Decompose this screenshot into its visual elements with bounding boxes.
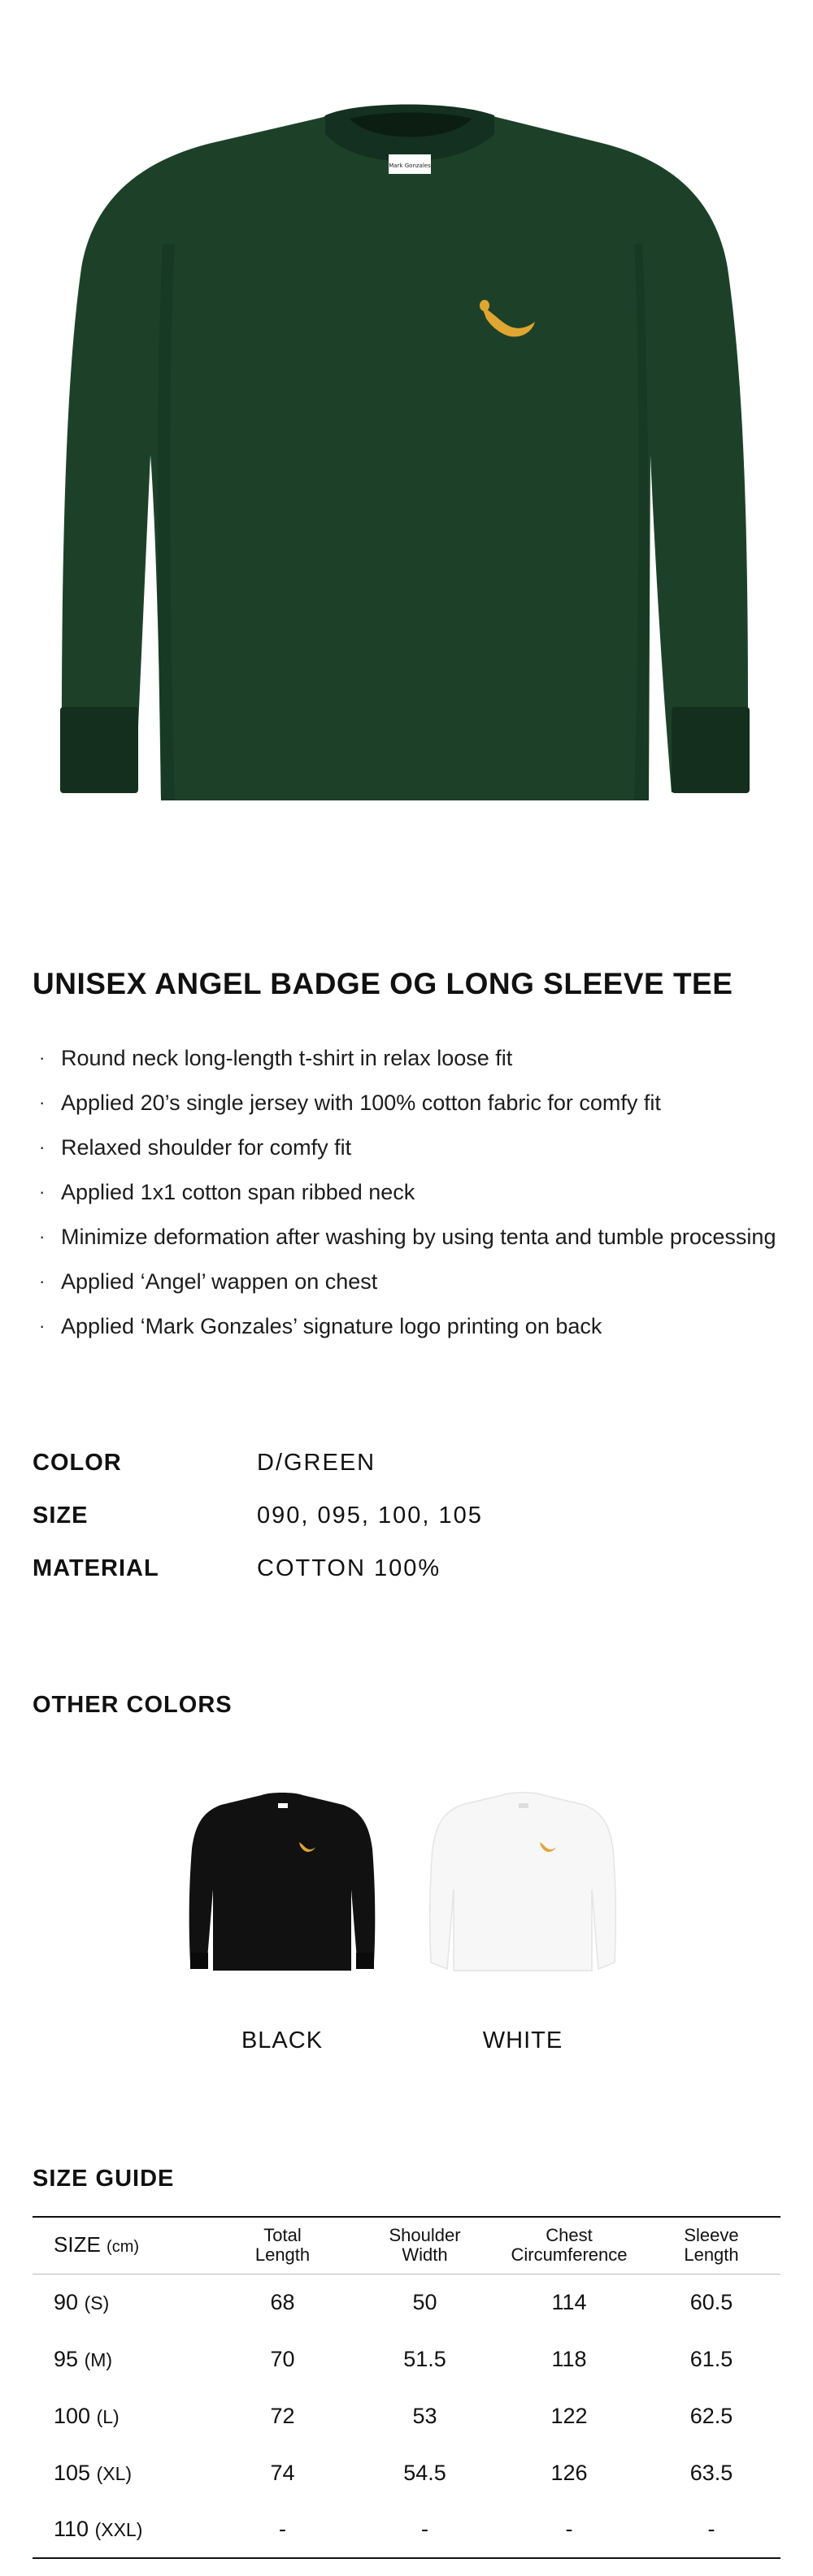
value-cell: 70 — [270, 2346, 295, 2371]
size-cell: 110 (XXL) — [33, 2501, 211, 2558]
value-cell: 51.5 — [403, 2346, 446, 2371]
table-row — [33, 2444, 780, 2501]
value-cell: 62.5 — [689, 2403, 733, 2428]
size-cell: 100 (L) — [54, 2403, 120, 2428]
feature-item: · Minimize deformation after washing by using tenta and tumble processing — [39, 1225, 776, 1249]
header-total-length: Total Length — [211, 2217, 354, 2274]
header-shoulder-width: Shoulder Width — [354, 2217, 496, 2274]
value-cell: 61.5 — [689, 2346, 733, 2371]
value-cell: 126 — [550, 2460, 588, 2485]
feature-list — [36, 1046, 776, 1359]
value-cell: 53 — [412, 2403, 437, 2428]
table-row — [33, 2501, 780, 2558]
size-guide-title: SIZE GUIDE — [33, 2166, 175, 2192]
bullet-icon: · — [39, 1137, 46, 1157]
size-cell: 95 (M) — [54, 2346, 113, 2371]
value-cell: 122 — [550, 2403, 588, 2428]
bullet-icon: · — [39, 1182, 46, 1202]
size-header-row — [33, 2217, 780, 2274]
other-colors-title: OTHER COLORS — [33, 1692, 233, 1718]
spec-label: MATERIAL — [33, 1555, 159, 1581]
table-row — [33, 2274, 780, 2331]
feature-item: · Applied ‘Mark Gonzales’ signature logo printing on back — [39, 1314, 602, 1338]
value-cell: - — [211, 2501, 354, 2558]
spec-value: COTTON 100% — [257, 1555, 441, 1581]
feature-item: · Applied 20’s single jersey with 100% cotton fabric for comfy fit — [39, 1091, 661, 1115]
value-cell: 74 — [270, 2460, 295, 2485]
bullet-icon: · — [39, 1092, 46, 1112]
feature-item: · Relaxed shoulder for comfy fit — [39, 1135, 352, 1160]
value-cell: 72 — [270, 2403, 295, 2428]
product-image — [0, 0, 813, 878]
spec-value: 090, 095, 100, 105 — [257, 1503, 483, 1529]
spec-material — [33, 1555, 483, 1607]
feature-item: · Round neck long-length t-shirt in relax loose fit — [39, 1046, 513, 1070]
value-cell: - — [642, 2501, 780, 2558]
product-title: UNISEX ANGEL BADGE OG LONG SLEEVE TEE — [33, 967, 733, 1000]
spec-color — [33, 1449, 483, 1502]
size-guide-table — [33, 2216, 780, 2559]
neck-tag-text: Mark Gonzales — [389, 163, 431, 169]
color-label-white[interactable]: WHITE — [482, 2027, 563, 2053]
header-sleeve-length: Sleeve Length — [642, 2217, 780, 2274]
size-cell: 90 (S) — [54, 2289, 110, 2314]
spec-size — [33, 1502, 483, 1555]
color-option-white[interactable] — [429, 1792, 616, 1987]
value-cell: 63.5 — [689, 2460, 733, 2485]
color-option-black[interactable] — [189, 1792, 376, 1987]
value-cell: - — [496, 2501, 642, 2558]
spec-label: COLOR — [33, 1450, 122, 1476]
bullet-icon: · — [39, 1271, 46, 1291]
header-size: SIZE (cm) — [33, 2217, 211, 2274]
value-cell: 68 — [270, 2289, 295, 2314]
header-chest-circumference: Chest Circumference — [496, 2217, 642, 2274]
value-cell: 50 — [412, 2289, 437, 2314]
bullet-icon: · — [39, 1047, 46, 1068]
value-cell: 60.5 — [689, 2289, 733, 2314]
value-cell: 114 — [551, 2289, 587, 2314]
value-cell: - — [354, 2501, 496, 2558]
spec-label: SIZE — [33, 1503, 89, 1529]
value-cell: 54.5 — [403, 2460, 446, 2485]
value-cell: 118 — [551, 2346, 587, 2371]
bullet-icon: · — [39, 1226, 46, 1247]
table-row — [33, 2331, 780, 2387]
feature-item: · Applied ‘Angel’ wappen on chest — [39, 1269, 378, 1294]
table-row — [33, 2387, 780, 2444]
feature-item: · Applied 1x1 cotton span ribbed neck — [39, 1180, 415, 1204]
color-label-black[interactable]: BLACK — [241, 2027, 324, 2053]
spec-list — [33, 1449, 483, 1607]
spec-value: D/GREEN — [257, 1450, 376, 1476]
bullet-icon: · — [39, 1316, 46, 1336]
size-cell: 105 (XL) — [54, 2460, 133, 2485]
